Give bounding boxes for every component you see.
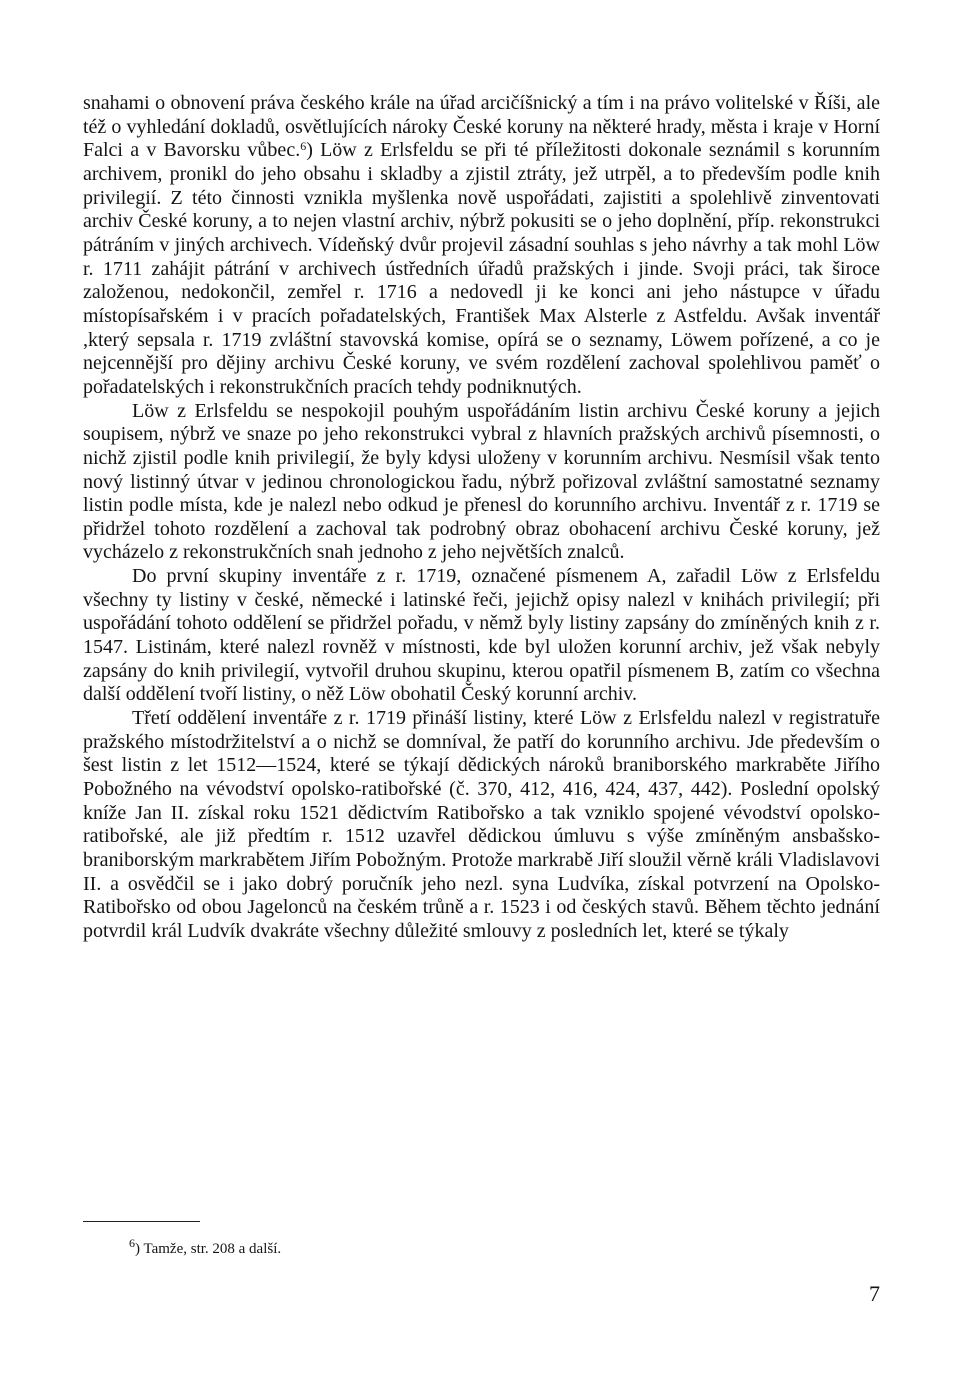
footnote <box>129 1236 282 1258</box>
paragraph-2: Löw z Erlsfeldu se nespokojil pouhým uspořádáním listin archivu České koruny a jejich soupisem, nýbrž ve snaze po jeho rekonstrukci vybral z hlavních pražských archivů písemnosti, o nichž zjistil podle knih privilegií, že byly kdysi uloženy v korunním archivu. Nesmísil však tento nový listinný útvar v jedinou chronologickou řadu, nýbrž pořizoval zvláštní samostatné seznamy listin podle místa, kde je nalezl nebo odkud je přenesl do korunního archivu. Inventář z r. 1719 se přidržel tohoto rozdělení a zachoval tak podrobný obraz obohacení archivu České koruny, jež vycházelo z rekonstrukčních snah jednoho z jeho největších znalců. <box>83 399 880 564</box>
paragraph-1-text-b: ) Löw z Erlsfeldu se při té příležitosti dokonale seznámil s korunním archivem, pronikl do jeho obsahu i skladby a zjistil ztráty, jež utrpěl, a to především podle knih privilegií. Z této činnosti vznikla myšlenka nově uspořádati, zajistiti a spolehlivě zinventovati archiv České koruny, a to nejen vlastní archiv, nýbrž pokusiti se o jeho doplnění, příp. rekonstrukci pátráním v jiných archivech. Vídeňský dvůr projevil zásadní souhlas s jeho návrhy a tak mohl Löw r. 1711 zahájit pátrání v archivech ústředních úřadů pražských i jinde. Svoji práci, tak široce založenou, nedokončil, zemřel r. 1716 a nedovedl ji ke konci ani jeho nástupce v úřadu místopísařském i v pracích pořadatelských, František Max Alsterle z Astfeldu. Avšak inventář ,který sepsala r. 1719 zvláštní stavovská komise, opírá se o seznamy, Löwem pořízené, a co je nejcennější pro dějiny archivu České koruny, ve svém rozdělení zachoval spolehlivou paměť o pořadatelských i rekonstrukčních pracích tehdy podniknutých. <box>83 139 881 398</box>
footnote-reference: 6 <box>300 139 307 154</box>
footnote-text: ) Tamže, str. 208 a další. <box>135 1241 282 1257</box>
paragraph-1-text-a: snahami o obnovení práva českého krále na úřad arcičíšnický a tím i na právo volitelské v Říši, ale též o vyhledání dokladů, osvětlujících nároky České koruny na některé hrady, města i kraje v Horní Falci a v Bavorsku vůbec. <box>83 92 880 162</box>
footnote-mark: 6 <box>129 1236 135 1250</box>
paragraph-3: Do první skupiny inventáře z r. 1719, označené písmenem A, zařadil Löw z Erlsfeldu všechny ty listiny v české, německé i latinské řeči, jejichž opisy nalezl v knihách privilegií; při uspořádání tohoto oddělení se přidržel pořadu, v němž byly listiny zapsány do zmíněných knih z r. 1547. Listinám, které nalezl rovněž v místnosti, kde byl uložen korunní archiv, jež však nebyly zapsány do knih privilegií, vytvořil druhou skupinu, kterou opatřil písmenem B, zatím co všechna další oddělení tvoří listiny, o něž Löw obohatil Český korunní archiv. <box>83 565 880 706</box>
footnote-divider <box>83 1221 200 1222</box>
paragraph-4: Třetí oddělení inventáře z r. 1719 přináší listiny, které Löw z Erlsfeldu nalezl v registratuře pražského místodržitelství a o nichž se domníval, že patří do korunního archivu. Jde především o šest listin z let 1512—1524, které se týkají dědických nároků braniborského markraběte Jiřího Pobožného na vévodství opolsko-ratibořské (č. 370, 412, 416, 424, 437, 442). Poslední opolský kníže Jan II. získal roku 1521 dědictvím Ratibořsko a tak vzniklo spojené vévodství opolsko-ratibořské, ale již předtím r. 1512 uzavřel dědickou úmluvu s výše zmíněným ansbašsko-braniborským markrabětem Jiřím Pobožným. Protože markrabě Jiří sloužil věrně králi Vladislavovi II. a osvědčil se i jako dobrý poručník jeho nezl. syna Ludvíka, získal potvrzení na Opolsko-Ratibořsko od obou Jagelonců na českém trůně a r. 1523 i od českých stavů. Během těchto jednání potvrdil král Ludvík dvakráte všechny důležité smlouvy z posledních let, které se týkaly <box>83 707 880 942</box>
paragraph-1 <box>83 92 880 400</box>
page-number: 7 <box>869 1281 880 1306</box>
page-body <box>83 92 880 944</box>
